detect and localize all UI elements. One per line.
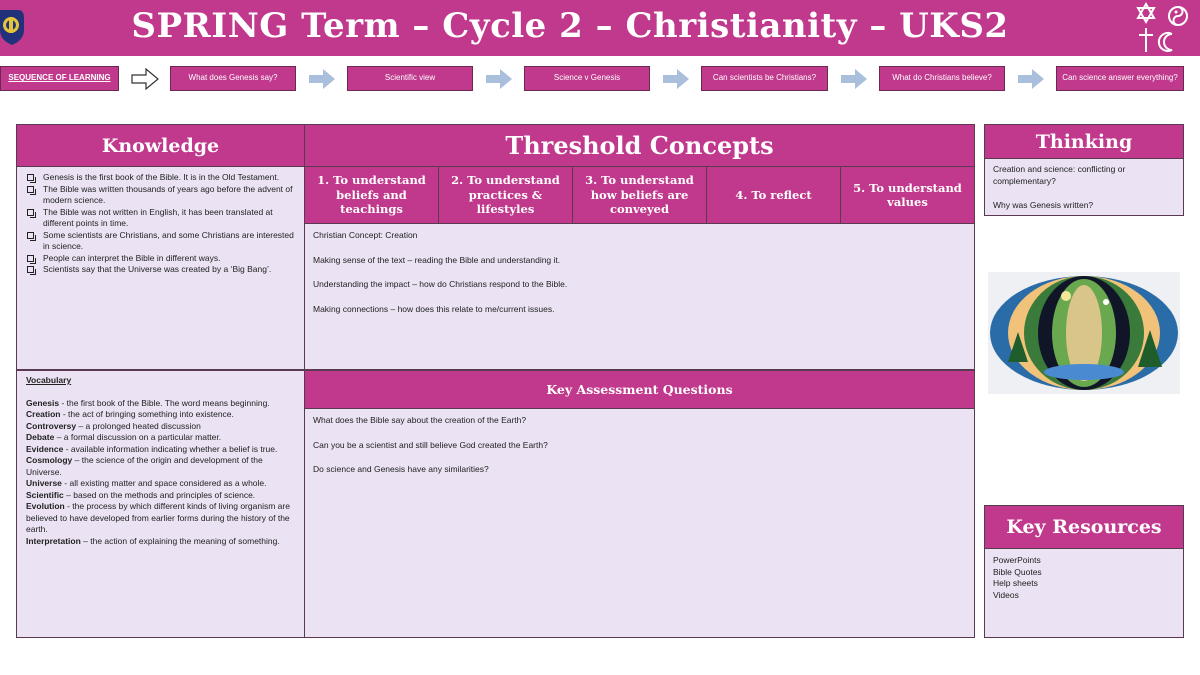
assessment-panel bbox=[304, 370, 975, 638]
arrow-right-icon bbox=[840, 68, 868, 90]
faith-symbols-icon bbox=[1132, 2, 1190, 54]
arrow-right-icon bbox=[662, 68, 690, 90]
resources-list bbox=[993, 555, 1178, 601]
creation-illustration-icon bbox=[988, 272, 1180, 394]
checkbox-bullet-icon bbox=[27, 174, 34, 181]
list-item: Cosmology – the science of the origin and development of the Universe. bbox=[26, 455, 263, 477]
list-item: The Bible was not written in English, it has been translated at different points in time. bbox=[26, 207, 294, 230]
sequence-step-4[interactable]: Can scientists be Christians? bbox=[701, 66, 828, 91]
checkbox-bullet-icon bbox=[27, 266, 34, 273]
concept-column-2: 2. To understand practices & lifestyles bbox=[438, 166, 573, 224]
list-item: Creation - the act of bringing something into existence. bbox=[26, 409, 234, 419]
concept-column-4: 4. To reflect bbox=[706, 166, 841, 224]
assessment-heading: Key Assessment Questions bbox=[304, 370, 975, 409]
checkbox-bullet-icon bbox=[27, 232, 34, 239]
list-item: Evidence - available information indicating whether a belief is true. bbox=[26, 443, 278, 454]
checkbox-bullet-icon bbox=[27, 209, 34, 216]
list-item: Scientific – based on the methods and principles of science. bbox=[26, 489, 256, 500]
sequence-step-5[interactable]: What do Christians believe? bbox=[879, 66, 1005, 91]
arrow-right-icon bbox=[131, 68, 159, 90]
list-item: Genesis - the first book of the Bible. The word means beginning. bbox=[26, 397, 270, 408]
list-item: Interpretation – the action of explaining the meaning of something. bbox=[26, 535, 280, 546]
assessment-questions bbox=[313, 415, 963, 489]
sequence-step-3[interactable]: Science v Genesis bbox=[524, 66, 650, 91]
list-item: The Bible was written thousands of years ago before the advent of modern science. bbox=[26, 184, 294, 207]
list-item: Videos bbox=[993, 589, 1019, 600]
concept-column-5: 5. To understand values bbox=[840, 166, 975, 224]
arrow-right-icon bbox=[1017, 68, 1045, 90]
concept-line: Making connections – how does this relate to me/current issues. bbox=[313, 303, 555, 314]
list-item: Controversy – a prolonged heated discussion bbox=[26, 420, 201, 431]
concept-column-3: 3. To understand how beliefs are conveyed bbox=[572, 166, 707, 224]
list-item: Universe - all existing matter and space considered as a whole. bbox=[26, 478, 267, 488]
concept-line: Christian Concept: Creation bbox=[313, 230, 418, 240]
list-item: Help sheets bbox=[993, 578, 1038, 588]
thinking-line: Creation and science: conflicting or complementary? bbox=[993, 164, 1126, 186]
list-item: People can interpret the Bible in different ways. bbox=[26, 253, 294, 265]
threshold-heading: Threshold Concepts bbox=[304, 124, 975, 167]
thinking-heading: Thinking bbox=[984, 124, 1184, 159]
list-item: Debate – a formal discussion on a particular matter. bbox=[26, 432, 222, 442]
threshold-notes bbox=[313, 230, 963, 328]
checkbox-bullet-icon bbox=[27, 186, 34, 193]
list-item: PowerPoints bbox=[993, 555, 1041, 565]
sequence-step-6[interactable]: Can science answer everything? bbox=[1056, 66, 1184, 91]
title-banner bbox=[0, 0, 1200, 56]
question-item: Can you be a scientist and still believe God created the Earth? bbox=[313, 439, 548, 450]
checkbox-bullet-icon bbox=[27, 255, 34, 262]
sequence-step-1[interactable]: What does Genesis say? bbox=[170, 66, 296, 91]
thinking-text bbox=[993, 164, 1178, 212]
vocabulary-heading: Vocabulary bbox=[26, 375, 72, 385]
sequence-label: SEQUENCE OF LEARNING bbox=[0, 66, 119, 91]
knowledge-heading: Knowledge bbox=[16, 124, 305, 167]
list-item: Bible Quotes bbox=[993, 566, 1042, 577]
question-item: Do science and Genesis have any similarities? bbox=[313, 464, 489, 474]
concept-column-1: 1. To understand beliefs and teachings bbox=[304, 166, 439, 224]
list-item: Genesis is the first book of the Bible. It is in the Old Testament. bbox=[26, 172, 294, 184]
concept-line: Understanding the impact – how do Christians respond to the Bible. bbox=[313, 279, 568, 289]
list-item: Some scientists are Christians, and some Christians are interested in science. bbox=[26, 230, 294, 253]
resources-heading: Key Resources bbox=[984, 505, 1184, 549]
sequence-step-2[interactable]: Scientific view bbox=[347, 66, 473, 91]
page-title: SPRING Term – Cycle 2 – Christianity – UKS2 bbox=[131, 6, 1009, 46]
vocabulary-list bbox=[26, 375, 298, 547]
arrow-right-icon bbox=[485, 68, 513, 90]
concept-line: Making sense of the text – reading the Bible and understanding it. bbox=[313, 254, 561, 265]
arrow-right-icon bbox=[308, 68, 336, 90]
question-item: What does the Bible say about the creation of the Earth? bbox=[313, 415, 527, 425]
list-item: Scientists say that the Universe was created by a ‘Big Bang’. bbox=[26, 264, 294, 276]
thinking-line: Why was Genesis written? bbox=[993, 200, 1094, 210]
knowledge-list bbox=[26, 172, 294, 276]
list-item: Evolution - the process by which different kinds of living organism are believed to have developed from earlier forms during the history of the earth. bbox=[26, 501, 290, 534]
